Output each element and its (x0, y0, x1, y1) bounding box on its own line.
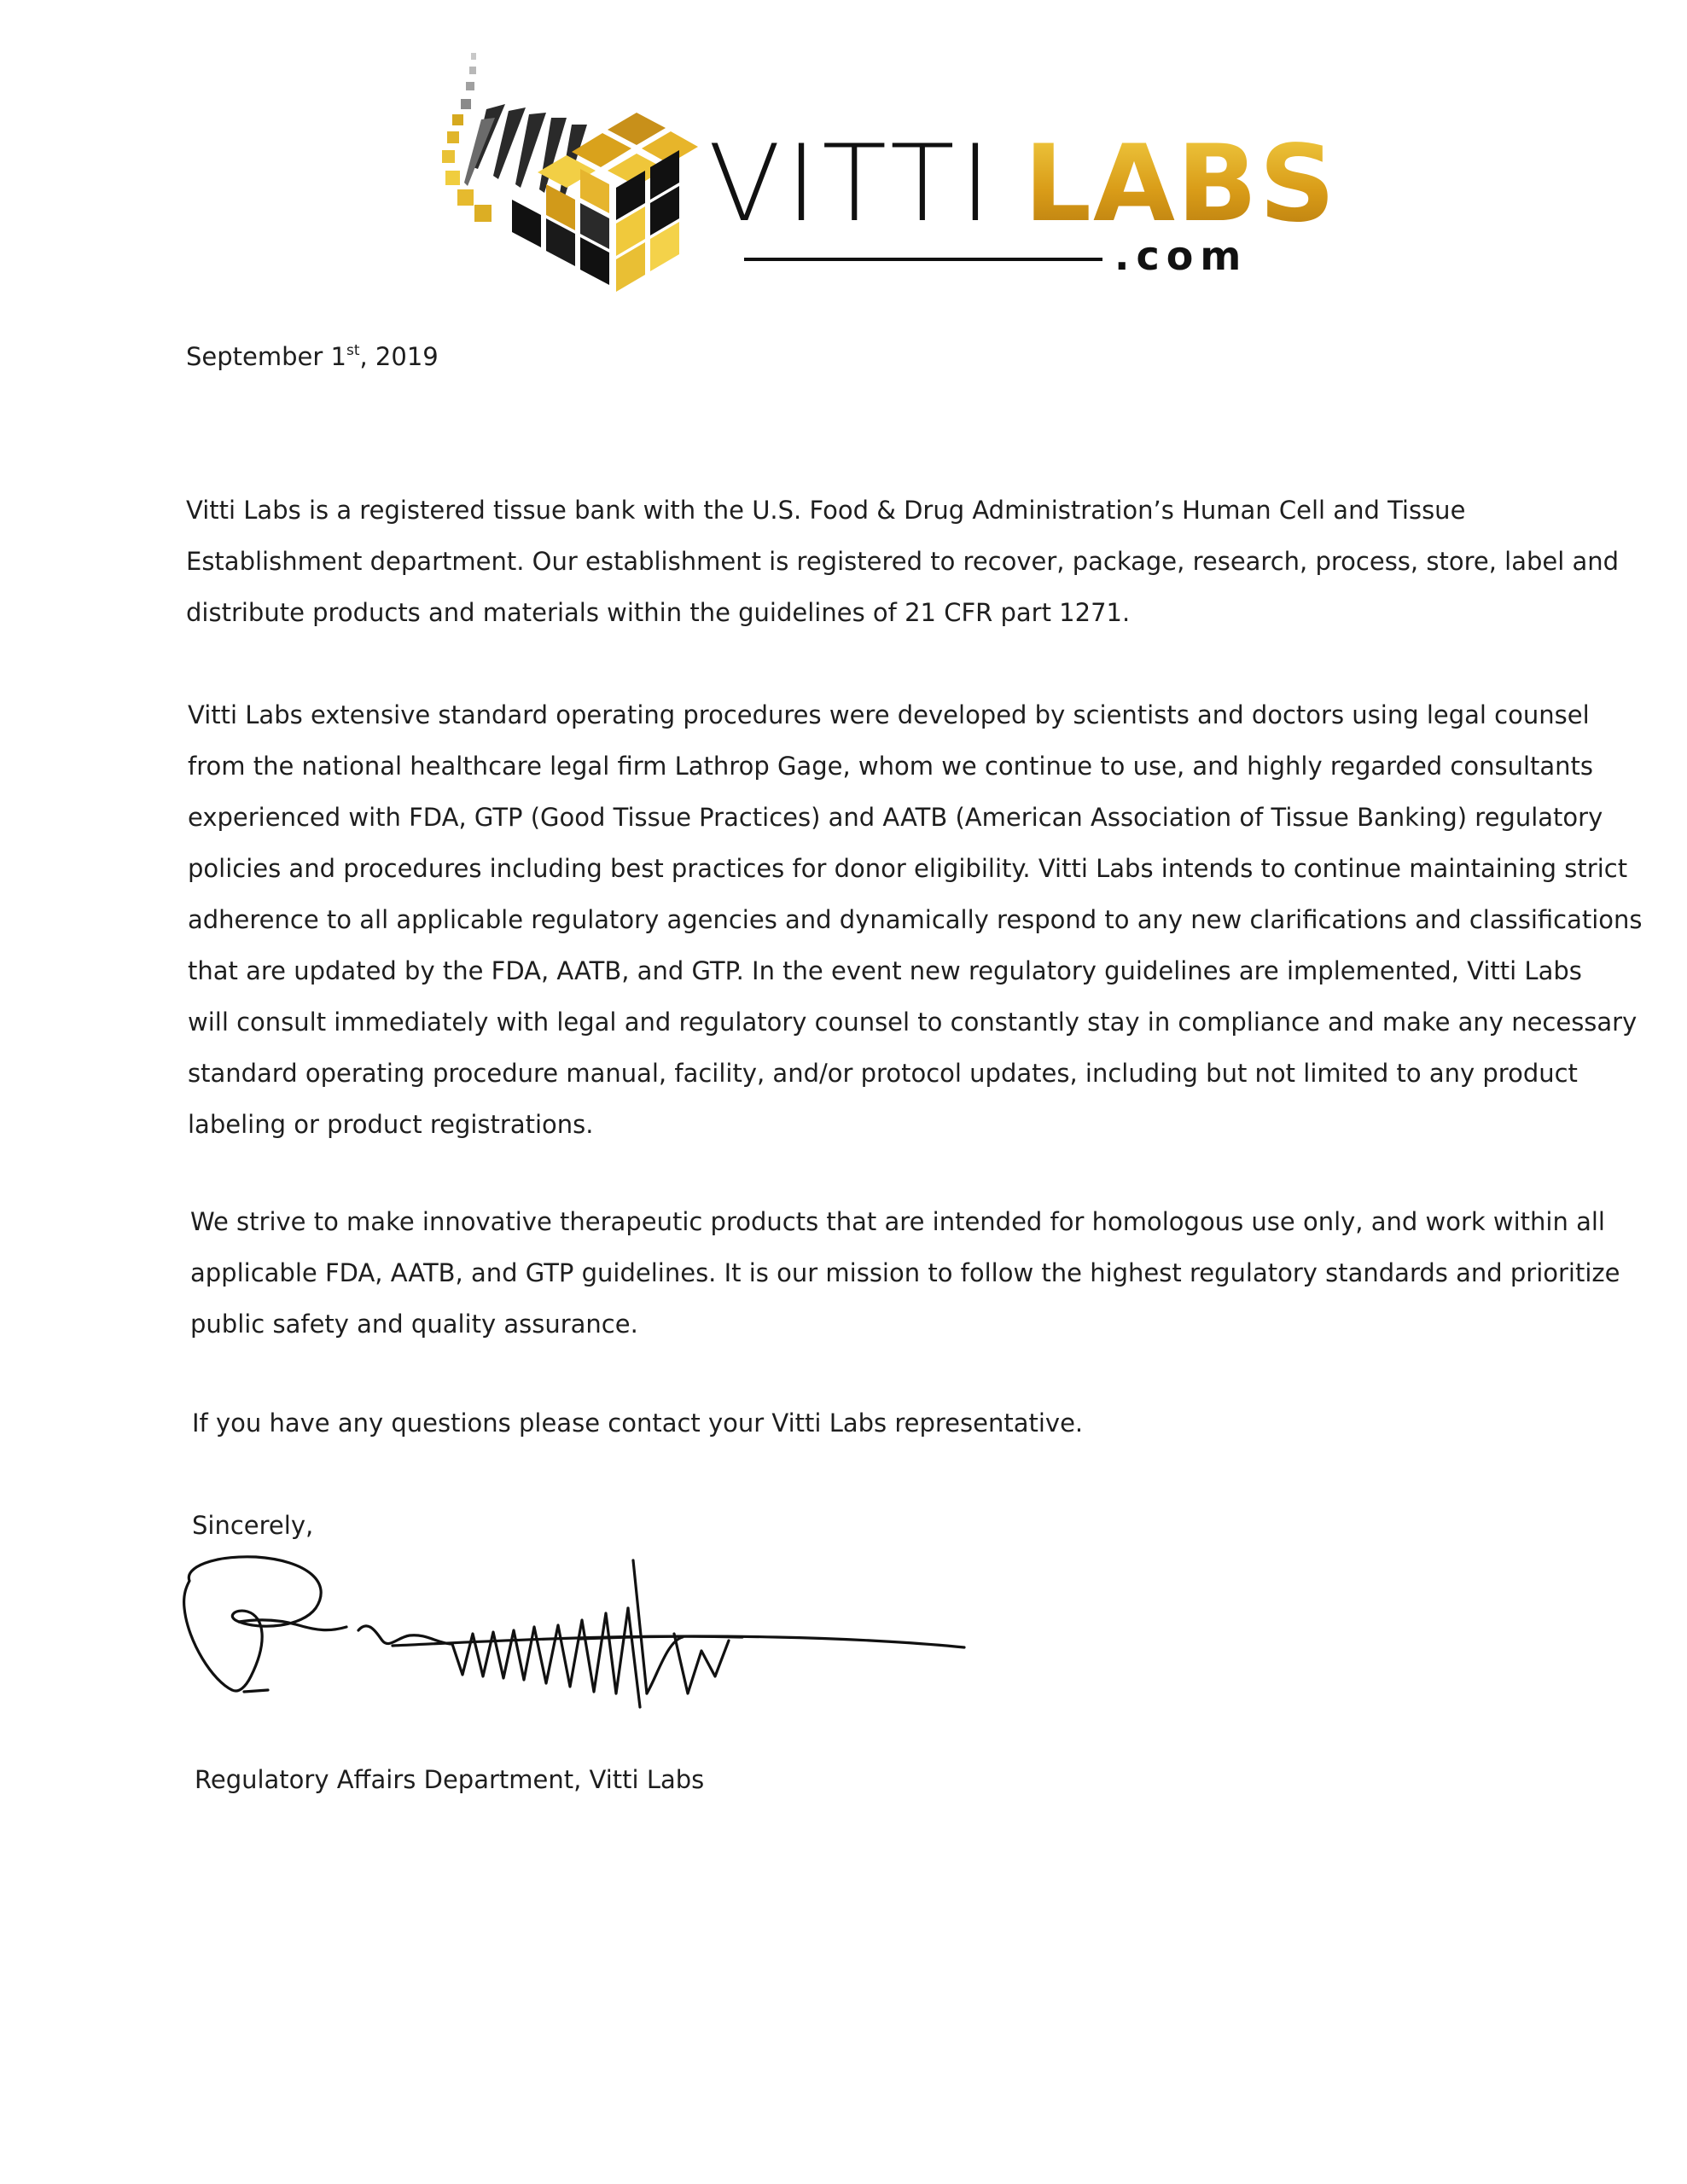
date-suffix: st (346, 342, 360, 359)
paragraph-line: adherence to all applicable regulatory agencies and dynamically respond to any new clarifications and classifications (188, 905, 1643, 934)
logo-word-vitti: VITTI (708, 123, 997, 246)
paragraph-line: public safety and quality assurance. (190, 1310, 638, 1339)
closing-salutation: Sincerely, (192, 1511, 314, 1540)
letter-date (186, 331, 439, 382)
logo-underline (744, 258, 1102, 261)
date-year: , 2019 (359, 342, 439, 371)
paragraph-procedures (188, 689, 1643, 1150)
paragraph-contact (192, 1397, 1083, 1449)
paragraph-line: from the national healthcare legal firm Lathrop Gage, whom we continue to use, and highly regarded consultants (188, 752, 1594, 781)
paragraph-line: Vitti Labs is a registered tissue bank with the U.S. Food & Drug Administration’s Human Cell and Tissue (186, 496, 1466, 525)
paragraph-line: standard operating procedure manual, facility, and/or protocol updates, including but not limited to any product (188, 1059, 1578, 1088)
paragraph-registration (186, 485, 1619, 638)
signer-name: Regulatory Affairs Department, Vitti Labs (195, 1765, 705, 1794)
paragraph-line: will consult immediately with legal and regulatory counsel to constantly stay in compliance and make any necessary (188, 1008, 1638, 1037)
paragraph-line: labeling or product registrations. (188, 1110, 594, 1139)
logo-cube (512, 113, 698, 292)
logo-word-labs: LABS (1024, 123, 1337, 246)
paragraph-line: If you have any questions please contact your Vitti Labs representative. (192, 1409, 1084, 1438)
paragraph-line: applicable FDA, AATB, and GTP guidelines. It is our mission to follow the highest regulatory standards and prioritize (190, 1258, 1620, 1287)
logo-com: .com (1114, 233, 1248, 279)
paragraph-line: that are updated by the FDA, AATB, and GTP. In the event new regulatory guidelines are implemented, Vitti Labs (188, 956, 1582, 985)
vittilabs-logo (427, 43, 1337, 333)
vittilabs-logo-icon (427, 43, 1337, 333)
paragraph-line: We strive to make innovative therapeutic products that are intended for homologous use only, and work within all (190, 1207, 1605, 1236)
paragraph-line: Vitti Labs extensive standard operating procedures were developed by scientists and doctors using legal counsel (188, 700, 1590, 729)
paragraph-line: Establishment department. Our establishment is registered to recover, package, research, process, store, label and (186, 547, 1620, 576)
handwritten-signature (179, 1548, 973, 1728)
signature-icon (179, 1548, 973, 1728)
paragraph-line: distribute products and materials within the guidelines of 21 CFR part 1271. (186, 598, 1131, 627)
date-month-day: September 1 (186, 342, 346, 371)
paragraph-mission (190, 1196, 1620, 1350)
paragraph-line: experienced with FDA, GTP (Good Tissue Practices) and AATB (American Association of Tissue Banking) regulatory (188, 803, 1603, 832)
paragraph-line: policies and procedures including best practices for donor eligibility. Vitti Labs intends to continue maintaining strict (188, 854, 1628, 883)
